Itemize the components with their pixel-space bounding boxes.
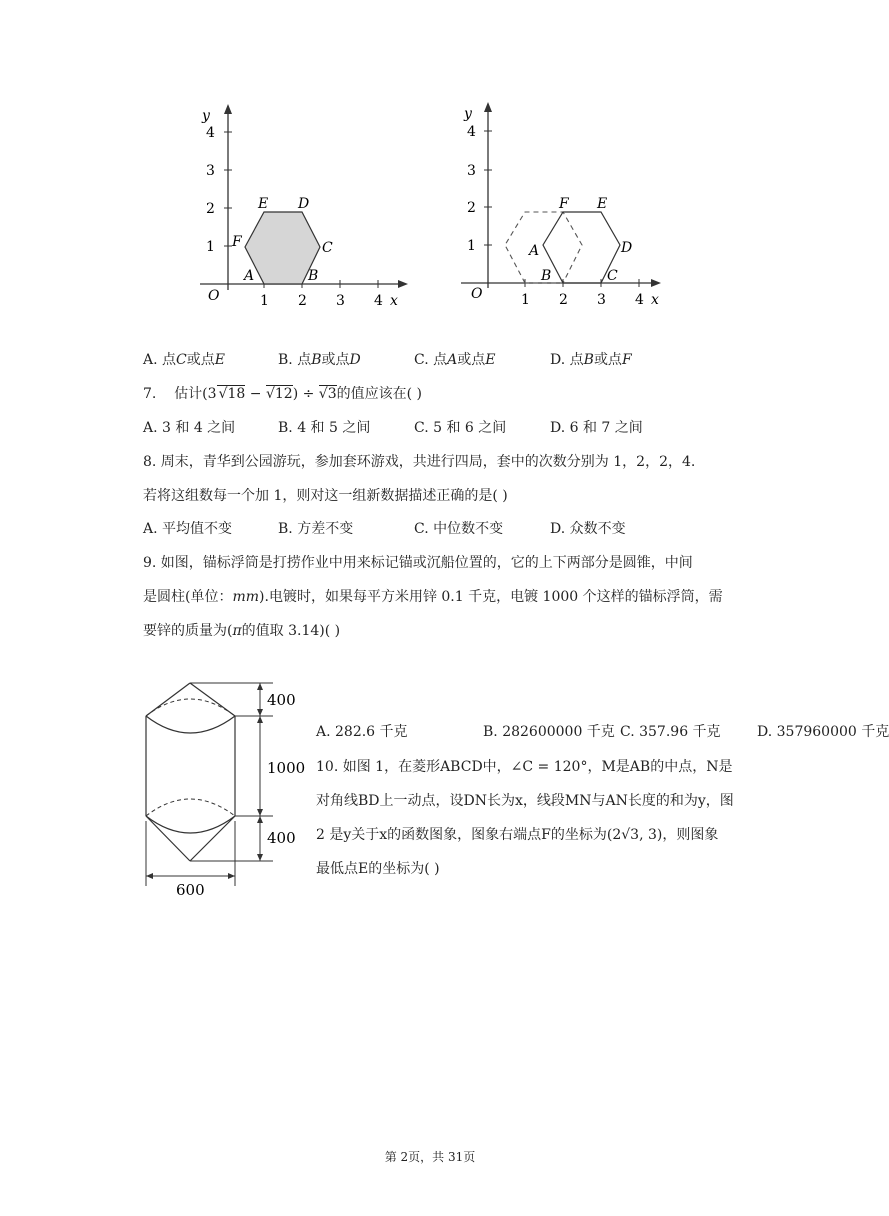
x-tick-1: 1 xyxy=(260,293,269,309)
q8-option-a: A. 平均值不变 xyxy=(143,521,233,537)
point-label-c: C xyxy=(322,240,333,256)
y-tick-4: 4 xyxy=(467,124,476,140)
q7-option-c: C. 5 和 6 之间 xyxy=(414,420,507,436)
q10-stem-line-4: 最低点E的坐标为( ) xyxy=(316,861,440,877)
q7-option-d: D. 6 和 7 之间 xyxy=(550,420,643,436)
x-tick-1: 1 xyxy=(521,292,530,308)
point-label-f: F xyxy=(559,196,569,212)
q6-option-c: C. 点A或点E xyxy=(414,352,496,368)
q6-option-d: D. 点B或点F xyxy=(550,352,632,368)
q9-stem-line-1: 9. 如图，锚标浮筒是打捞作业中用来标记锚或沉船位置的，它的上下两部分是圆锥，中间 xyxy=(143,555,693,571)
point-label-f: F xyxy=(232,234,242,250)
point-label-a: A xyxy=(529,243,540,259)
dim-mid-height: 1000 xyxy=(267,759,306,777)
point-label-c: C xyxy=(607,268,618,284)
y-tick-3: 3 xyxy=(467,163,476,179)
x-tick-2: 2 xyxy=(559,292,568,308)
q7-option-b: B. 4 和 5 之间 xyxy=(278,420,371,436)
page-footer: 第 2页，共 31页 xyxy=(384,1150,476,1164)
q9-option-c: C. 357.96 千克 xyxy=(620,724,721,740)
x-axis-label: x xyxy=(390,293,398,309)
q9-option-b: B. 282600000 千克 xyxy=(483,724,615,740)
question-number: 7. xyxy=(143,386,157,402)
x-tick-4: 4 xyxy=(635,292,644,308)
point-label-a: A xyxy=(244,268,255,284)
origin-label: O xyxy=(208,288,220,304)
y-tick-1: 1 xyxy=(467,238,476,254)
dim-width: 600 xyxy=(176,881,205,899)
q9-option-d: D. 357960000 千克 xyxy=(757,724,889,740)
x-tick-2: 2 xyxy=(298,293,307,309)
dim-bottom-height: 400 xyxy=(267,829,296,847)
q9-stem-line-2: 是圆柱(单位：mm).电镀时，如果每平方米用锌 0.1 千克，电镀 1000 个这样的锚标浮筒，需 xyxy=(143,589,723,605)
y-tick-2: 2 xyxy=(206,201,215,217)
figure-buoy xyxy=(138,676,308,898)
q8-option-c: C. 中位数不变 xyxy=(414,521,504,537)
y-axis-label: y xyxy=(464,106,472,122)
q6-option-b: B. 点B或点D xyxy=(278,352,361,368)
q8-stem-line-2: 若将这组数每一个加 1，则对这一组新数据描述正确的是( ) xyxy=(143,488,508,504)
y-axis-label: y xyxy=(202,108,210,124)
q9-option-a: A. 282.6 千克 xyxy=(316,724,408,740)
y-tick-2: 2 xyxy=(467,200,476,216)
q7-option-a: A. 3 和 4 之间 xyxy=(143,420,236,436)
y-tick-3: 3 xyxy=(206,163,215,179)
q10-stem-line-3: 2 是y关于x的函数图象，图象右端点F的坐标为(2√3, 3)，则图象 xyxy=(316,827,719,843)
q10-stem-line-1: 10. 如图 1，在菱形ABCD中，∠C = 120°，M是AB的中点，N是 xyxy=(316,759,733,775)
origin-label: O xyxy=(471,286,483,302)
point-label-b: B xyxy=(308,268,319,284)
q10-stem-line-2: 对角线BD上一动点，设DN长为x，线段MN与AN长度的和为y，图 xyxy=(316,793,734,809)
figure-hexagon xyxy=(190,100,420,315)
dim-top-height: 400 xyxy=(267,691,296,709)
radical: √18 xyxy=(218,386,246,402)
point-label-b: B xyxy=(541,268,552,284)
figure-rotated-hexagon xyxy=(455,100,670,315)
point-label-e: E xyxy=(597,196,608,212)
x-tick-3: 3 xyxy=(597,292,606,308)
q8-option-b: B. 方差不变 xyxy=(278,521,354,537)
q9-stem-line-3: 要锌的质量为(π的值取 3.14)( ) xyxy=(143,623,341,639)
point-label-d: D xyxy=(298,196,310,212)
point-label-e: E xyxy=(258,196,269,212)
x-tick-3: 3 xyxy=(336,293,345,309)
q7-stem: 7. 估计(3 √18 − √12) ÷ √3的值应该在( ) xyxy=(143,386,422,402)
x-tick-4: 4 xyxy=(374,293,383,309)
x-axis-label: x xyxy=(651,292,659,308)
y-tick-4: 4 xyxy=(206,125,215,141)
q8-option-d: D. 众数不变 xyxy=(550,521,626,537)
q6-option-a: A. 点C或点E xyxy=(143,352,225,368)
point-label-d: D xyxy=(621,240,633,256)
q8-stem-line-1: 8. 周末，青华到公园游玩，参加套环游戏，共进行四局，套中的次数分别为 1，2，2，4. xyxy=(143,454,696,470)
y-tick-1: 1 xyxy=(206,239,215,255)
